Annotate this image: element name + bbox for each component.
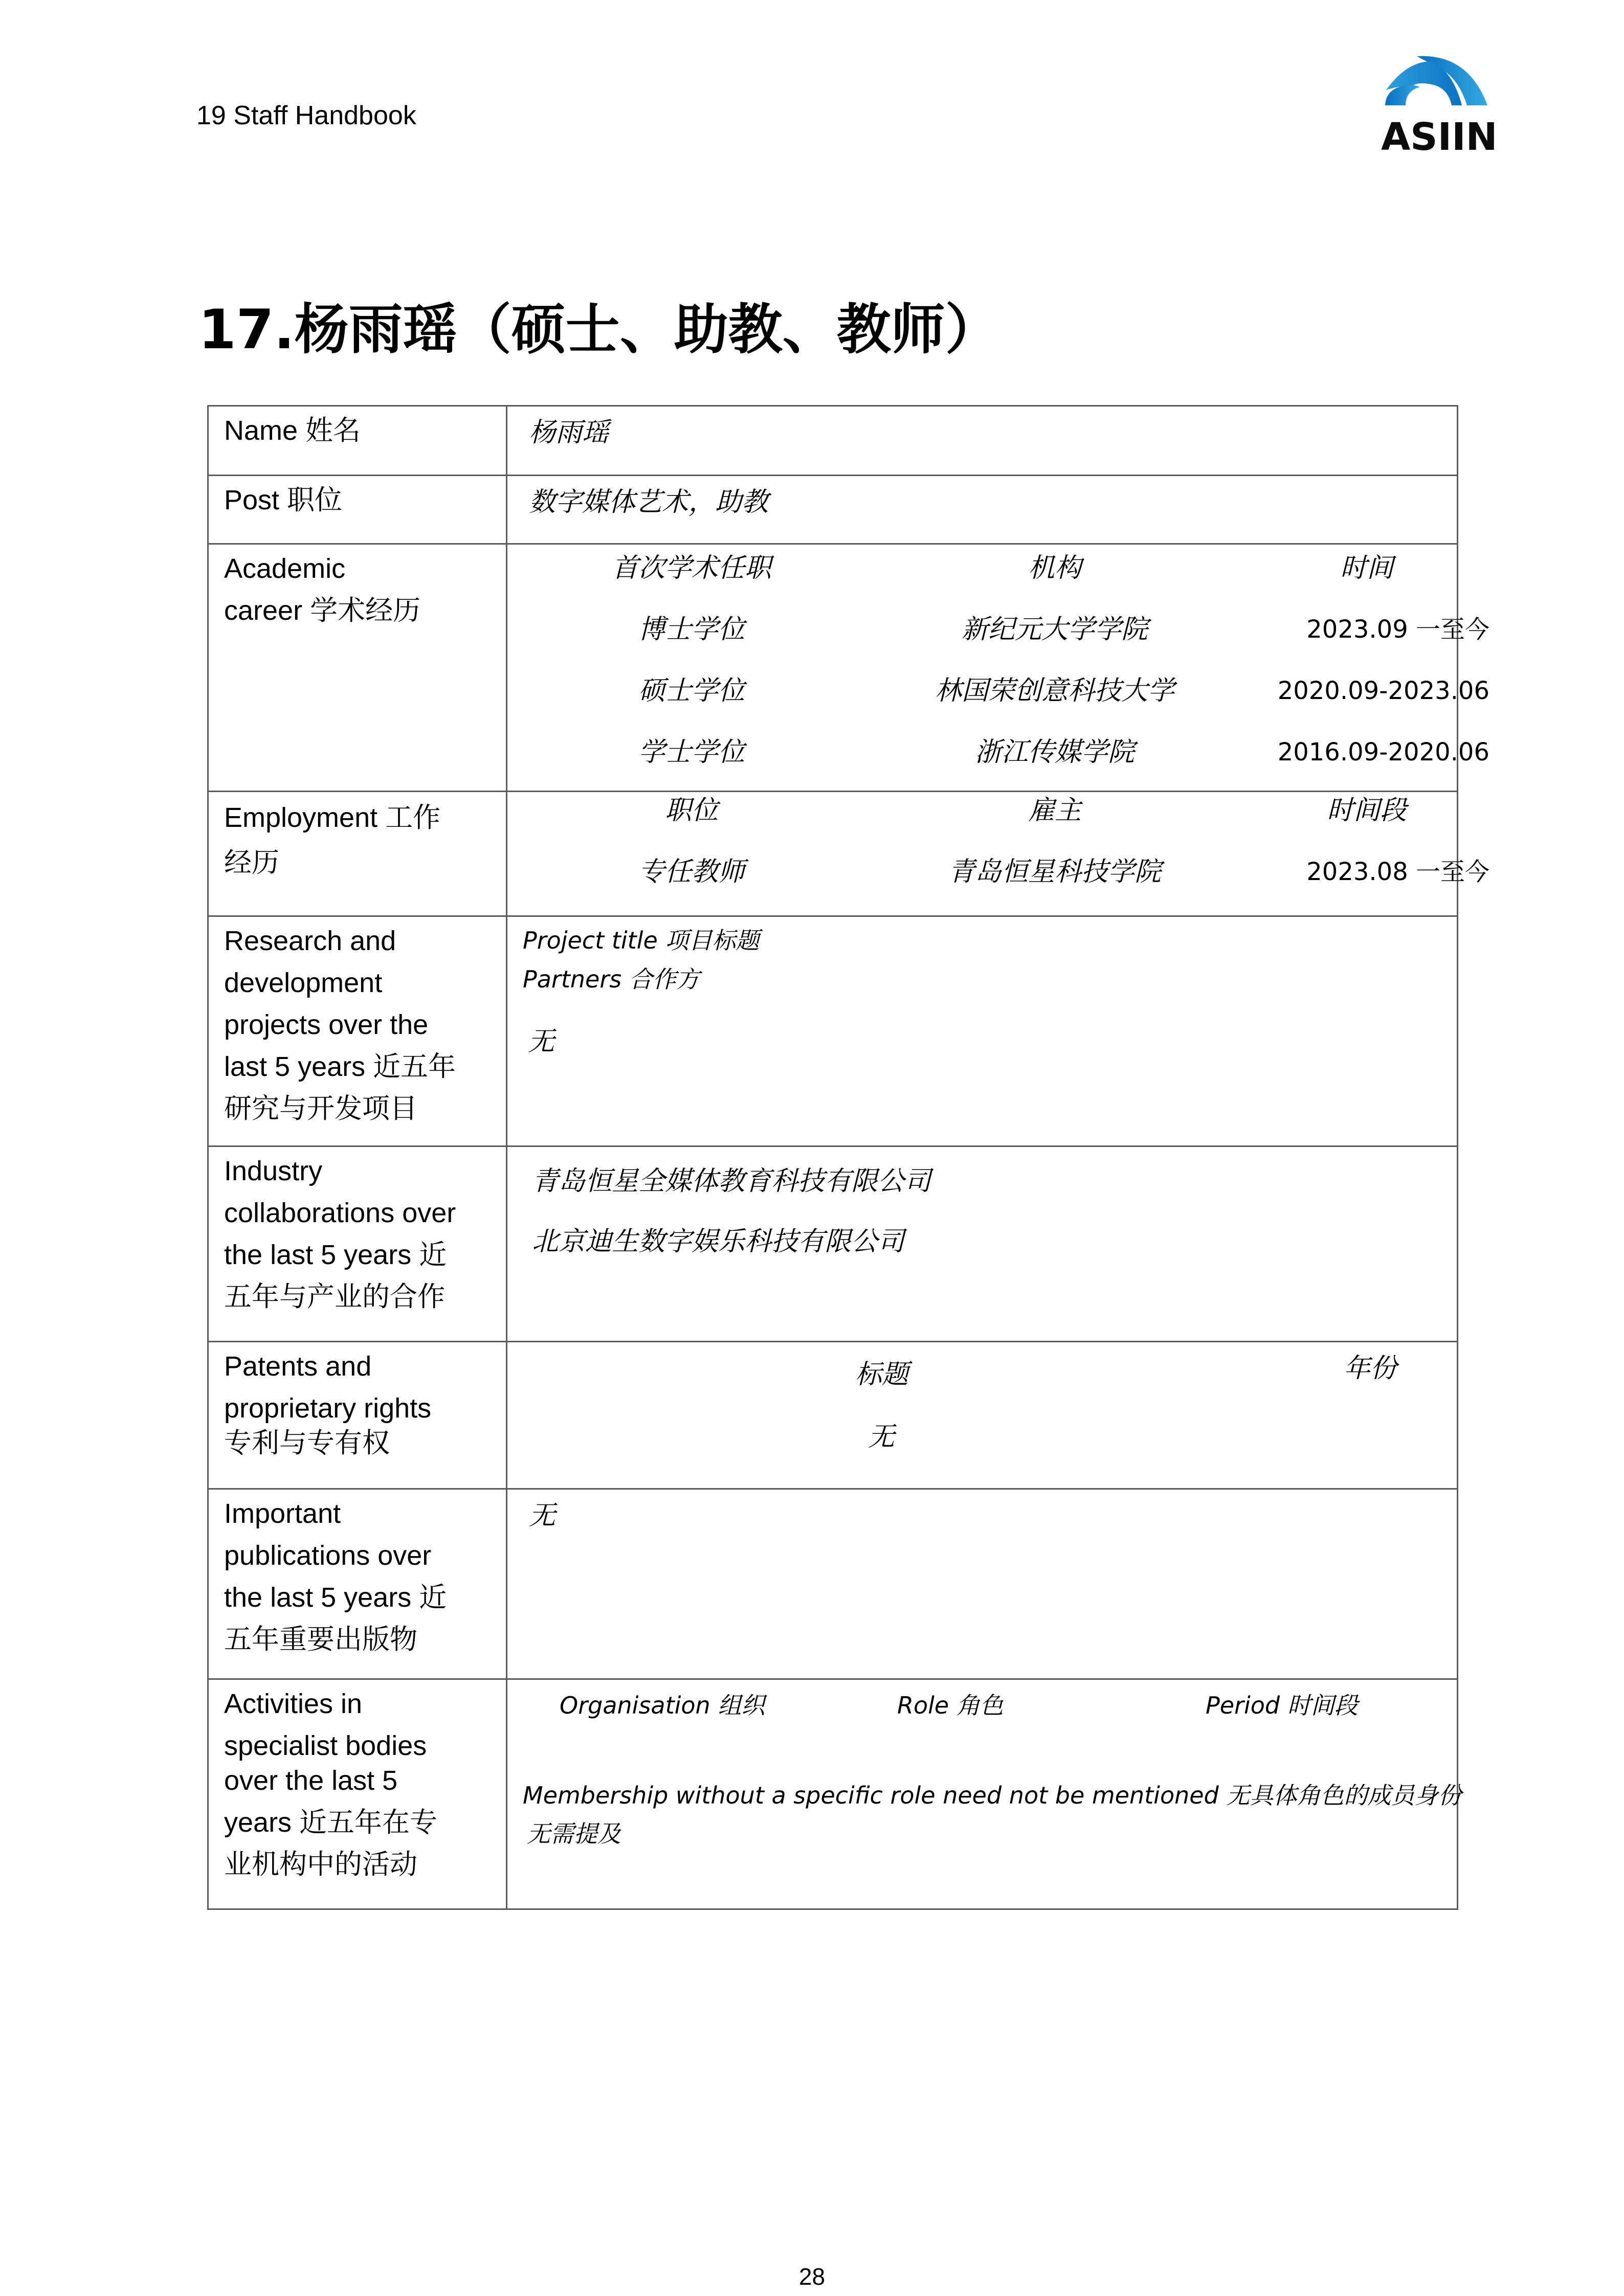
period: 2023.09 一至今	[1306, 615, 1489, 644]
label-line: Research and	[224, 926, 396, 956]
label-line: Important	[224, 1498, 341, 1529]
label-line: years 近五年在专	[224, 1807, 438, 1838]
label-line: 业机构中的活动	[224, 1849, 417, 1880]
label-line: collaborations over	[224, 1198, 456, 1228]
degree: 博士学位	[638, 614, 745, 645]
project-title-label: Project title 项目标题	[523, 927, 760, 954]
degree: 硕士学位	[638, 676, 745, 706]
page-heading: 17.杨雨瑶（硕士、助教、教师）	[198, 298, 999, 361]
page-number: 28	[798, 2263, 826, 2290]
row-name	[208, 406, 1458, 476]
staff-profile-table	[207, 405, 1489, 1910]
industry-partner: 青岛恒星全媒体教育科技有限公司	[532, 1166, 931, 1197]
label-line: the last 5 years 近	[224, 1240, 447, 1270]
label-academic-career	[208, 544, 507, 792]
label-line: Industry	[224, 1156, 323, 1186]
label-publications	[208, 1489, 507, 1679]
header-period: 时间段	[1326, 795, 1407, 826]
period: 2023.08 一至今	[1306, 858, 1489, 886]
academic-career-grid	[507, 544, 1489, 792]
label-industry-collaborations	[208, 1146, 507, 1342]
activities-headers	[523, 1684, 1447, 1730]
label-line: Employment 工作	[224, 802, 441, 833]
label-line: publications over	[224, 1540, 432, 1571]
logo-text: ASIIN	[1381, 115, 1498, 159]
label-line: Activities in	[224, 1689, 363, 1719]
period: 2016.09-2020.06	[1277, 738, 1489, 767]
position: 专任教师	[638, 857, 745, 887]
industry-partner: 北京迪生数字娱乐科技有限公司	[532, 1226, 905, 1257]
research-projects-value	[507, 916, 1458, 1146]
institution: 林国荣创意科技大学	[935, 676, 1174, 706]
partners-label: Partners 合作方	[523, 965, 700, 993]
header-role: Role 角色	[897, 1692, 1004, 1719]
label-line: 经历	[224, 847, 279, 878]
label-line: specialist bodies	[224, 1730, 427, 1761]
label-line: development	[224, 967, 383, 998]
header-employer: 雇主	[1028, 795, 1081, 826]
label-activities	[208, 1679, 507, 1909]
activities-note-cont: 无需提及	[527, 1820, 621, 1848]
label-line: 专利与专有权	[224, 1428, 390, 1458]
label-line: career 学术经历	[224, 595, 421, 626]
patents-value	[507, 1342, 1458, 1489]
row-research-projects	[208, 916, 1458, 1146]
header-organisation: Organisation 组织	[560, 1692, 765, 1719]
label-line: last 5 years 近五年	[224, 1051, 456, 1082]
label-name: Name 姓名	[208, 406, 507, 476]
employer: 青岛恒星科技学院	[948, 857, 1161, 887]
label-line: over the last 5	[224, 1765, 398, 1796]
label-patents	[208, 1342, 507, 1489]
document-title: 19 Staff Handbook	[196, 101, 416, 130]
row-academic-career	[208, 544, 1458, 792]
label-employment	[208, 792, 507, 916]
publications-value: 无	[507, 1489, 1458, 1679]
label-line: Patents and	[224, 1351, 372, 1382]
employment-grid	[507, 792, 1489, 916]
label-line: Academic	[224, 553, 346, 584]
label-line: the last 5 years 近	[224, 1582, 447, 1613]
institution: 新纪元大学学院	[961, 614, 1148, 645]
value-post: 数字媒体艺术，助教	[507, 476, 1458, 544]
label-line: projects over the	[224, 1009, 429, 1040]
header-first-position: 首次学术任职	[611, 553, 771, 583]
row-post	[208, 476, 1458, 544]
degree: 学士学位	[638, 737, 745, 768]
row-activities	[208, 1679, 1458, 1909]
header-title: 标题	[855, 1359, 909, 1390]
institution: 浙江传媒学院	[974, 737, 1134, 768]
activities-value	[507, 1679, 1462, 1909]
label-post: Post 职位	[208, 476, 507, 544]
header-year: 年份	[1344, 1353, 1397, 1384]
row-employment	[208, 792, 1458, 916]
industry-collaborations-value	[507, 1146, 1458, 1342]
activities-note: Membership without a specific role need not be mentioned 无具体角色的成员身份	[523, 1782, 1462, 1809]
row-industry-collaborations	[208, 1146, 1458, 1342]
label-line: proprietary rights	[224, 1393, 432, 1424]
header-period: Period 时间段	[1206, 1692, 1358, 1719]
header-time: 时间	[1340, 553, 1393, 583]
label-line: 五年重要出版物	[224, 1624, 417, 1655]
period: 2020.09-2023.06	[1277, 677, 1489, 705]
label-line: 五年与产业的合作	[224, 1281, 445, 1312]
value-name: 杨雨瑶	[507, 406, 1458, 476]
header-position: 职位	[664, 795, 718, 826]
row-patents	[208, 1342, 1458, 1489]
row-publications	[208, 1489, 1458, 1679]
research-value: 无	[528, 1026, 555, 1057]
label-research-projects	[208, 916, 507, 1146]
header-institution: 机构	[1028, 553, 1081, 583]
patents-none: 无	[868, 1422, 895, 1452]
label-line: 研究与开发项目	[224, 1093, 417, 1124]
